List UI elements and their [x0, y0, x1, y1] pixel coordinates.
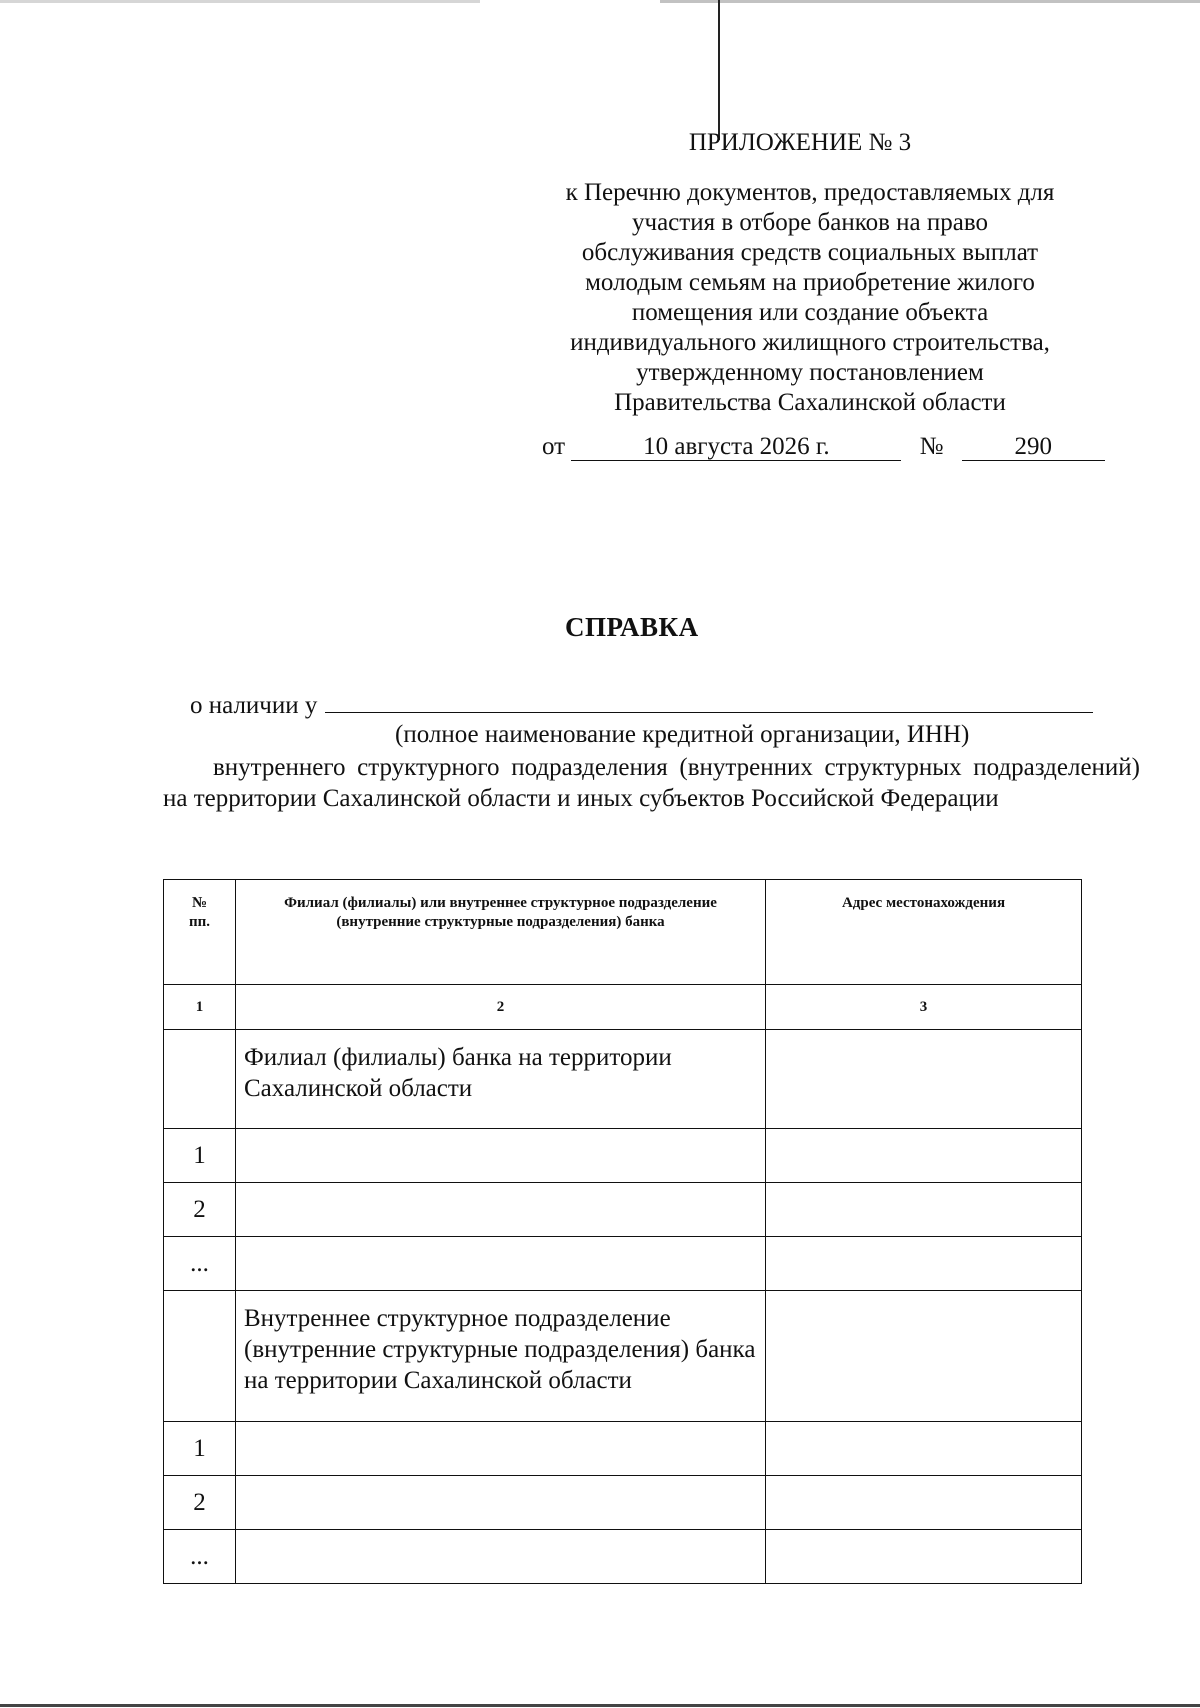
- row-address-cell[interactable]: [766, 1183, 1082, 1237]
- section-label: Филиал (филиалы) банка на территории Сахалинской области: [236, 1030, 766, 1129]
- appendix-reference: [520, 178, 1100, 418]
- row-address-cell[interactable]: [766, 1422, 1082, 1476]
- table-row: [164, 1237, 1082, 1291]
- row-name-cell[interactable]: [236, 1129, 766, 1183]
- row-name-cell[interactable]: [236, 1530, 766, 1584]
- appendix-line: помещения или создание объекта: [631, 299, 989, 326]
- decree-reference: [542, 432, 1105, 462]
- section-number-cell: [164, 1291, 236, 1422]
- section-label: Внутреннее структурное подразделение (внутренние структурные подразделения) банка на территории Сахалинской области: [236, 1291, 766, 1422]
- appendix-line: утвержденному постановлением: [636, 359, 984, 386]
- header-address: Адрес местонахождения: [766, 880, 1082, 985]
- column-number: 1: [164, 985, 236, 1030]
- column-number: 2: [236, 985, 766, 1030]
- appendix-line: обслуживания средств социальных выплат: [581, 239, 1039, 266]
- column-number: 3: [766, 985, 1082, 1030]
- row-number: 2: [164, 1476, 236, 1530]
- scan-edge-top: [0, 0, 1200, 3]
- organization-hint: (полное наименование кредитной организации, ИНН): [395, 721, 970, 748]
- row-number: 1: [164, 1129, 236, 1183]
- row-address-cell[interactable]: [766, 1476, 1082, 1530]
- section-row-internal-units: [164, 1291, 1082, 1422]
- table-row: [164, 1530, 1082, 1584]
- section-address-cell: [766, 1030, 1082, 1129]
- row-address-cell[interactable]: [766, 1237, 1082, 1291]
- body-paragraph: внутреннего структурного подразделения (внутренних структурных подразделений) на территории Сахалинской области и иных субъектов Российской Федерации: [163, 754, 1140, 812]
- scan-edge-bottom: [0, 1704, 1200, 1707]
- availability-line: [190, 688, 1093, 721]
- row-name-cell[interactable]: [236, 1237, 766, 1291]
- header-number: № пп.: [164, 880, 236, 985]
- table-row: [164, 1422, 1082, 1476]
- from-label: от: [542, 433, 566, 460]
- row-number: ...: [164, 1530, 236, 1584]
- table-row: [164, 1183, 1082, 1237]
- appendix-line: молодым семьям на приобретение жилого: [585, 269, 1035, 296]
- row-address-cell[interactable]: [766, 1530, 1082, 1584]
- row-name-cell[interactable]: [236, 1476, 766, 1530]
- appendix-line: к Перечню документов, предоставляемых для: [565, 179, 1055, 206]
- row-address-cell[interactable]: [766, 1129, 1082, 1183]
- table-row: [164, 1476, 1082, 1530]
- table-row: [164, 1129, 1082, 1183]
- document-title: СПРАВКА: [565, 612, 699, 642]
- fold-line: [718, 0, 720, 140]
- decree-date: 10 августа 2026 г.: [571, 434, 901, 461]
- row-number: 2: [164, 1183, 236, 1237]
- appendix-line: участия в отборе банков на право: [632, 209, 988, 236]
- row-number: 1: [164, 1422, 236, 1476]
- appendix-line: индивидуального жилищного строительства,: [570, 329, 1050, 356]
- table-header-row: [164, 880, 1082, 985]
- row-name-cell[interactable]: [236, 1183, 766, 1237]
- availability-label: о наличии у: [190, 692, 318, 719]
- decree-number: 290: [962, 434, 1105, 461]
- header-branch: Филиал (филиалы) или внутреннее структурное подразделение (внутренние структурные подразделения) банка: [236, 880, 766, 985]
- section-address-cell: [766, 1291, 1082, 1422]
- branches-table: [163, 879, 1082, 1584]
- organization-name-field[interactable]: [325, 688, 1093, 713]
- column-number-row: [164, 985, 1082, 1030]
- number-label: №: [919, 433, 944, 460]
- section-row-branches: [164, 1030, 1082, 1129]
- row-number: ...: [164, 1237, 236, 1291]
- appendix-line: Правительства Сахалинской области: [614, 389, 1006, 416]
- row-name-cell[interactable]: [236, 1422, 766, 1476]
- section-number-cell: [164, 1030, 236, 1129]
- appendix-title: ПРИЛОЖЕНИЕ № 3: [688, 129, 912, 156]
